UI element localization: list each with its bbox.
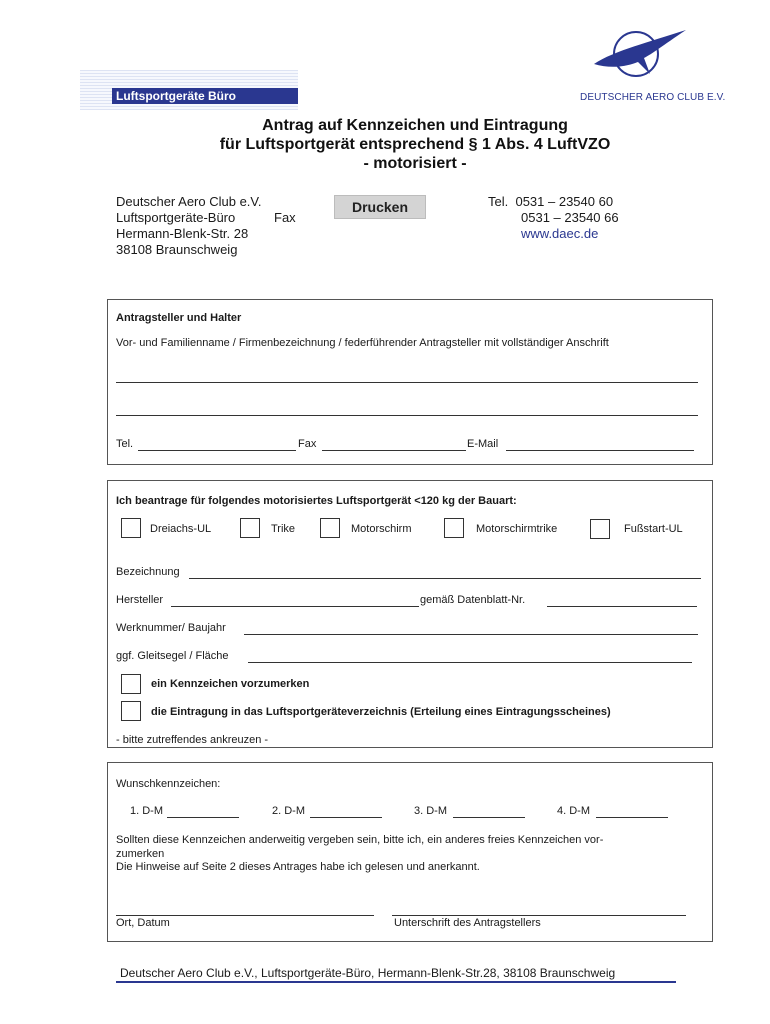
label-fussstart-ul: Fußstart-UL — [624, 523, 683, 535]
tel-row — [488, 194, 613, 210]
checkbox-eintragung[interactable] — [121, 701, 141, 721]
footer-address: Deutscher Aero Club e.V., Luftsportgeräte-Büro, Hermann-Blenk-Str.28, 38108 Braunschweig — [120, 966, 616, 980]
sender-address — [116, 194, 262, 258]
label-motorschirm: Motorschirm — [351, 523, 412, 535]
applicant-address-field[interactable] — [116, 403, 698, 416]
logo-text: DEUTSCHER AERO CLUB E.V. — [580, 92, 726, 103]
signature-label: Unterschrift des Antragstellers — [394, 917, 541, 929]
label-motorschirmtrike: Motorschirmtrike — [476, 523, 558, 535]
wish-1-label: 1. D-M — [130, 805, 163, 817]
footer-rule — [116, 981, 676, 983]
title-line-3: - motorisiert - — [363, 155, 467, 172]
address-line-3: Hermann-Blenk-Str. 28 — [116, 226, 249, 241]
address-line-1: Deutscher Aero Club e.V. — [116, 194, 262, 209]
title-line-1: Antrag auf Kennzeichen und Eintragung — [262, 117, 568, 134]
applicant-fax-field[interactable] — [322, 438, 466, 451]
label-dreiachs-ul: Dreiachs-UL — [150, 523, 212, 535]
datenblatt-label: gemäß Datenblatt-Nr. — [420, 594, 526, 606]
fax-number: 0531 – 23540 66 — [521, 210, 619, 225]
applicant-fax-label: Fax — [298, 438, 317, 450]
device-heading: Ich beantrage für folgendes motorisiertes Luftsportgerät <120 kg der Bauart: — [116, 495, 517, 507]
print-button[interactable]: Drucken — [334, 195, 426, 219]
checkbox-trike[interactable] — [240, 518, 260, 538]
bezeichnung-label: Bezeichnung — [116, 566, 180, 578]
applicant-email-field[interactable] — [506, 438, 694, 451]
wish-2-label: 2. D-M — [272, 805, 305, 817]
applicant-name-field[interactable] — [116, 370, 698, 383]
bezeichnung-field[interactable] — [189, 566, 701, 579]
place-date-field[interactable] — [116, 903, 374, 916]
tel-number: 0531 – 23540 60 — [515, 194, 614, 209]
form-title — [0, 116, 770, 173]
label-trike: Trike — [271, 523, 296, 535]
checkbox-motorschirmtrike[interactable] — [444, 518, 464, 538]
daec-logo-icon — [592, 24, 688, 90]
signature-field[interactable] — [392, 903, 686, 916]
fax-label: Fax — [274, 210, 296, 225]
wish-text-3: Die Hinweise auf Seite 2 dieses Antrages habe ich gelesen und anerkannt. — [116, 861, 480, 873]
wish-text-2: zumerken — [116, 848, 165, 860]
wish-4-field[interactable] — [596, 805, 668, 818]
wish-text-1: Sollten diese Kennzeichen anderweitig vergeben sein, bitte ich, ein anderes freies Kennzeichen vor- — [116, 834, 604, 846]
hersteller-field[interactable] — [171, 594, 419, 607]
place-date-label: Ort, Datum — [116, 917, 170, 929]
hersteller-label: Hersteller — [116, 594, 164, 606]
wish-3-label: 3. D-M — [414, 805, 447, 817]
address-line-2: Luftsportgeräte-Büro — [116, 210, 236, 225]
applicant-email-label: E-Mail — [467, 438, 499, 450]
datenblatt-field[interactable] — [547, 594, 697, 607]
checkbox-fussstart-ul[interactable] — [590, 519, 610, 539]
option-kennzeichen-vormerken: ein Kennzeichen vorzumerken — [151, 678, 310, 690]
wish-4-label: 4. D-M — [557, 805, 590, 817]
wish-2-field[interactable] — [310, 805, 382, 818]
checkbox-dreiachs-ul[interactable] — [121, 518, 141, 538]
checkbox-kennzeichen-vormerken[interactable] — [121, 674, 141, 694]
option-eintragung: die Eintragung in das Luftsportgeräteverzeichnis (Erteilung eines Eintragungsscheines) — [151, 706, 611, 718]
applicant-heading: Antragsteller und Halter — [116, 312, 242, 324]
checkbox-motorschirm[interactable] — [320, 518, 340, 538]
applicant-tel-field[interactable] — [138, 438, 296, 451]
werknummer-field[interactable] — [244, 622, 698, 635]
gleitsegel-field[interactable] — [248, 650, 692, 663]
wish-1-field[interactable] — [167, 805, 239, 818]
applicant-name-hint: Vor- und Familienname / Firmenbezeichnung / federführender Antragsteller mit vollständiger Anschrift — [116, 337, 609, 349]
tel-label: Tel. — [488, 194, 509, 209]
title-line-2: für Luftsportgerät entsprechend § 1 Abs. 4 LuftVZO — [219, 136, 611, 153]
wish-heading: Wunschkennzeichen: — [116, 778, 221, 790]
address-line-4: 38108 Braunschweig — [116, 242, 238, 257]
gleitsegel-label: ggf. Gleitsegel / Fläche — [116, 650, 229, 662]
website-link[interactable]: www.daec.de — [521, 226, 599, 241]
checkbox-note: - bitte zutreffendes ankreuzen - — [116, 734, 269, 746]
applicant-tel-label: Tel. — [116, 438, 134, 450]
werknummer-label: Werknummer/ Baujahr — [116, 622, 226, 634]
header-band-label: Luftsportgeräte Büro — [112, 88, 298, 104]
wish-3-field[interactable] — [453, 805, 525, 818]
